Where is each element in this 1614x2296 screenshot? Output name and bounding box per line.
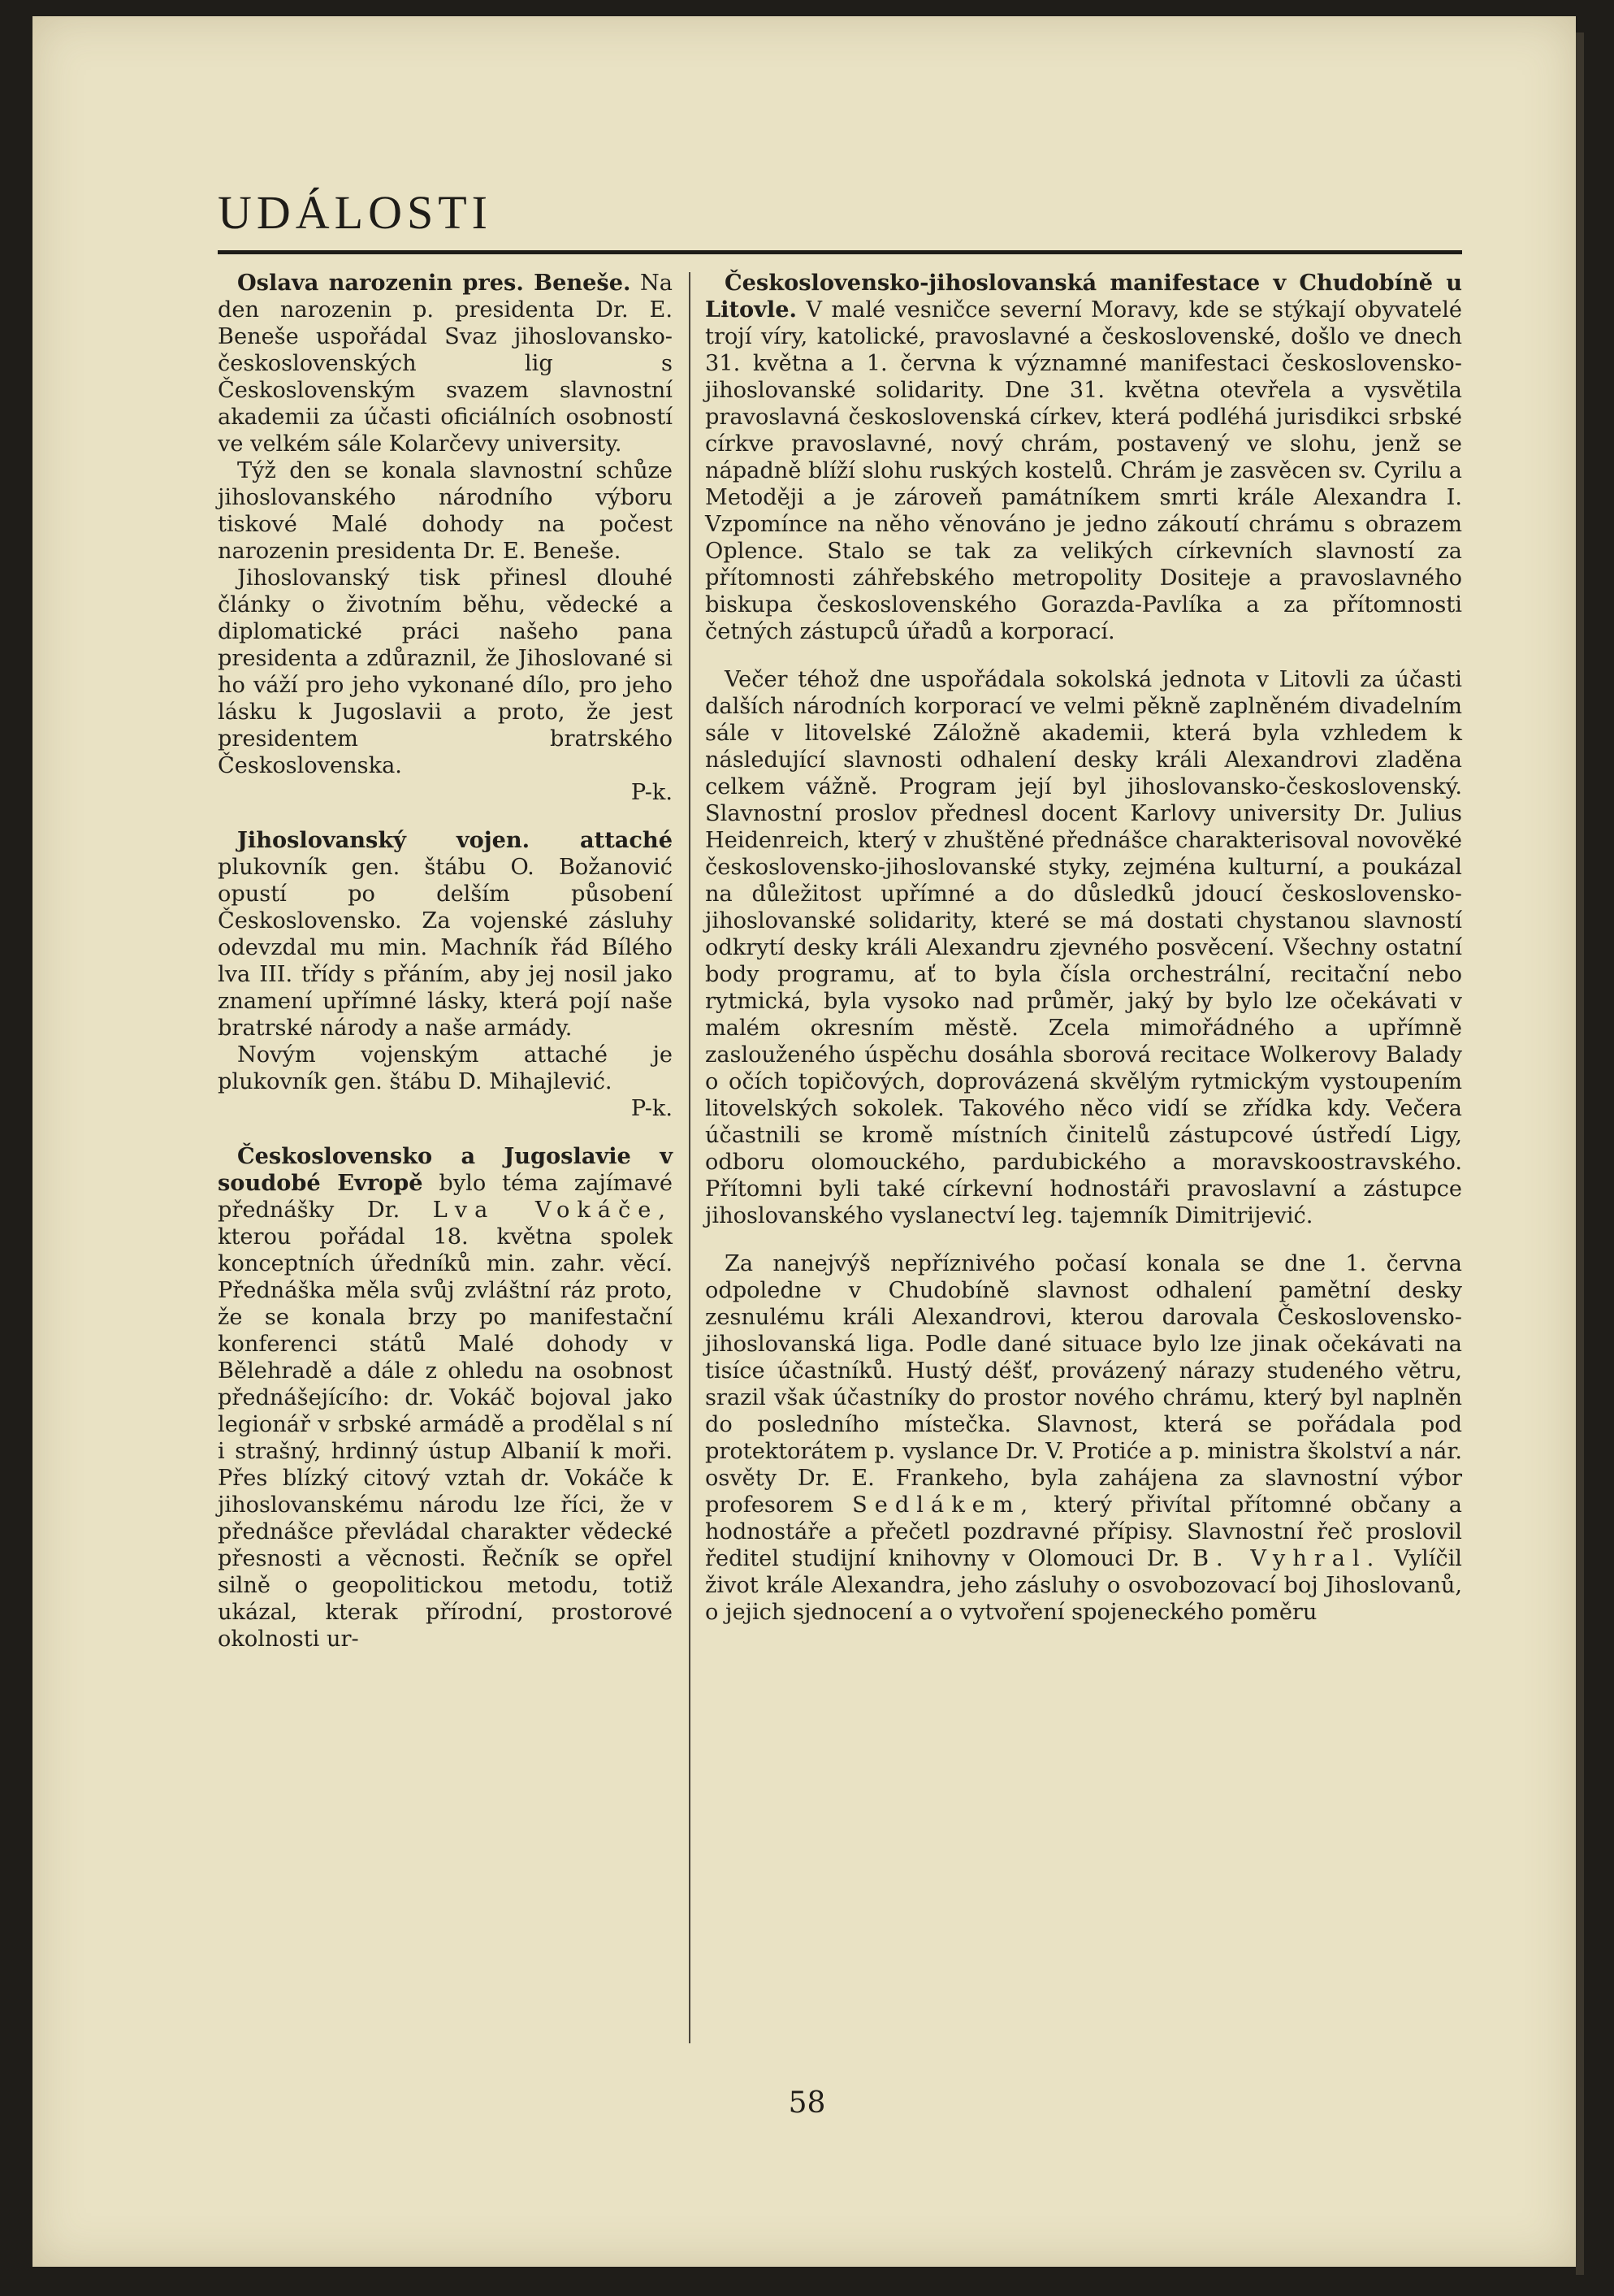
article-attache [218,827,673,1042]
right-column [705,270,1462,1626]
article-manifestation-text-3c: Vylíčil život krále Alexandra, jeho zásluhy o osvobozovací boj Jihoslovanů, o jejich sjednocení a o vytvoření spojeneckého poměru [705,1546,1462,1625]
article-birthday-text-1: Na den narozenin p. presidenta Dr. E. Beneše uspořádal Svaz jihoslovansko-československých lig s Československým svazem slavnostní akademii za účasti oficiálních osobností ve velkém sále Kolarčevy university. [218,271,673,457]
article-manifestation-paragraph-2: Večer téhož dne uspořádala sokolská jednota v Litovli za účasti dalších národních korporací ve velmi pěkně zaplněném divadelním sále v litovelské Záložně akademii, která byla vzhledem k následující slavnosti odhalení desky králi Alexandrovi zladěna celkem vážně. Program její byl jihoslovansko-československý. Slavnostní proslov přednesl docent Karlovy university Dr. Julius Heidenreich, který v zhuštěné přednášce charakterisoval novověké československo-jihoslovanské styky, zejména kulturní, a poukázal na důležitost upřímné a do důsledků jdoucí československo-jihoslovanské solidarity, které se má dostati chystanou slavností odkrytí desky králi Alexandru zjevného posvěcení. Všechny ostatní body programu, ať to byla čísla orchestrální, recitační nebo rytmická, byla vysoko nad průměr, jaký by bylo lze očekávati v malém okresním městě. Zcela mimořádného a upřímně zaslouženého úspěchu dosáhla sborová recitace Wolkerovy Balady o očích topičových, doprovázená skvělým rytmickým vystoupením litovelských sokolek. Takového něco vidí se zřídka kdy. Večera účastnili se kromě místních činitelů zástupcové ústředí Ligy, odboru olomouckého, pardubického a moravskoostravského. Přítomni byli také církevní hodnostáři pravoslavní a zástupce jihoslovanského vyslanectví leg. tajemník Dimitrijević. [705,667,1462,1228]
article-attache-text-2: Novým vojenským attaché je plukovník gen. štábu D. Mihajlević. [218,1042,673,1094]
article-birthday-text-3: Jihoslovanský tisk přinesl dlouhé články o životním běhu, vědecké a diplomatické práci našeho pana presidenta a zdůraznil, že Jihoslované si ho váží pro jeho vykonané dílo, pro jeho lásku k Jugoslavii a proto, že jest presidentem bratrského Československa. [218,565,673,778]
page-number: 58 [788,2086,826,2120]
article-manifestation-paragraph-3 [705,1250,1462,1626]
article-birthday-paragraph-3 [218,565,673,806]
page-edge [1576,32,1584,2275]
article-manifestation-name-2: B. Vyhral. [1192,1546,1382,1571]
article-attache-title: Jihoslovanský vojen. attaché [237,827,673,853]
article-attache-signature: P-k. [630,1096,673,1121]
article-birthday-title: Oslava narozenin pres. Beneše. [237,270,631,296]
article-manifestation-text-3b: který přivítal přítomné občany a hodnostáře a přečetl pozdravné přípisy. Slavnostní řeč proslovil ředitel studijní knihovny v Olomouci Dr. [705,1492,1462,1571]
article-manifestation-text-3a: Za nanejvýš nepříznivého počasí konala se dne 1. června odpoledne v Chudobíně slavnost odhalení pamětní desky zesnulému králi Alexandrovi, kterou darovala Československo-jihoslovanská liga. Podle dané situace bylo lze jinak očekávati na tisíce účastníků. Hustý déšť, provázený nárazy studeného větru, srazil však účastníky do prostor nového chrámu, který byl naplněn do posledního místečka. Slavnost, která se pořádala pod protektorátem p. vyslance Dr. V. Protiće a p. ministra školství a nár. osvěty Dr. E. Frankeho, byla zahájena za slavnostní výbor profesorem [705,1251,1462,1518]
article-birthday [218,270,673,457]
article-birthday-paragraph-2: Týž den se konala slavnostní schůze jihoslovanského národního výboru tiskové Malé dohody na počest narozenin presidenta Dr. E. Beneše. [218,458,673,564]
article-birthday-signature: P-k. [630,780,673,805]
article-manifestation-name-1: Sedlákem, [852,1492,1036,1518]
article-lecture-text-b: kterou pořádal 18. května spolek konceptních úředníků min. zahr. věcí. Přednáška měla svůj zvláštní ráz proto, že se konala brzy po manifestační konferenci států Malé dohody v Bělehradě a dále z ohledu na osobnost přednášejícího: dr. Vokáč bojoval jako legionář v srbské armádě a prodělal s ní i strašný, hrdinný ústup Albanií k moři. Přes blízký citový vztah dr. Vokáče k jihoslovanskému národu lze říci, že v přednášce převládal charakter vědecké přesnosti a věcnosti. Řečník se opřel silně o geopolitickou metodu, totiž ukázal, kterak přírodní, prostorové okolnosti ur- [218,1224,673,1652]
article-manifestation-text-1: V malé vesničce severní Moravy, kde se stýkají obyvatelé trojí víry, katolické, pravoslavné a československé, došlo ve dnech 31. května a 1. června k významné manifestaci československo-jihoslovanské solidarity. Dne 31. května otevřela a vysvětila pravoslavná československá církev, která podléhá jurisdikci srbské církve pravoslavné, nový chrám, postavený ve slohu, jenž se nápadně blíží slohu ruských kostelů. Chrám je zasvěcen sv. Cyrilu a Metoději a je zároveň památníkem smrti krále Alexandra I. Vzpomínce na něho věnováno je jedno zákoutí chrámu s obrazem Oplence. Stalo se tak za velikých církevních slavností za přítomnosti záhřebského metropolity Dositeje a pravoslavného biskupa československého Gorazda-Pavlíka a za přítomnosti četných zástupců úřadů a korporací. [705,297,1462,644]
article-manifestation-title: Československo-jihoslovanská manifestace v Chudobíně u Litovle. [705,270,1462,323]
article-lecture-text-a: bylo téma zajímavé přednášky Dr. [218,1171,673,1223]
section-title: UDÁLOSTI [218,186,492,239]
article-manifestation [705,270,1462,645]
left-column [218,270,673,1653]
title-rule [218,250,1462,254]
article-lecture [218,1143,673,1653]
article-attache-paragraph-2 [218,1042,673,1122]
article-lecture-speaker: Lva Vokáče, [432,1198,673,1223]
article-attache-text-1: plukovník gen. štábu O. Božanović opustí po delším působení Československo. Za vojenské zásluhy odevzdal mu min. Machník řád Bílého lva III. třídy s přáním, aby jej nosil jako znamení upřímné lásky, která pojí naše bratrské národy a naše armády. [218,855,673,1041]
column-divider [689,272,690,2043]
article-lecture-title: Československo a Jugoslavie v soudobé Evropě [218,1143,673,1196]
